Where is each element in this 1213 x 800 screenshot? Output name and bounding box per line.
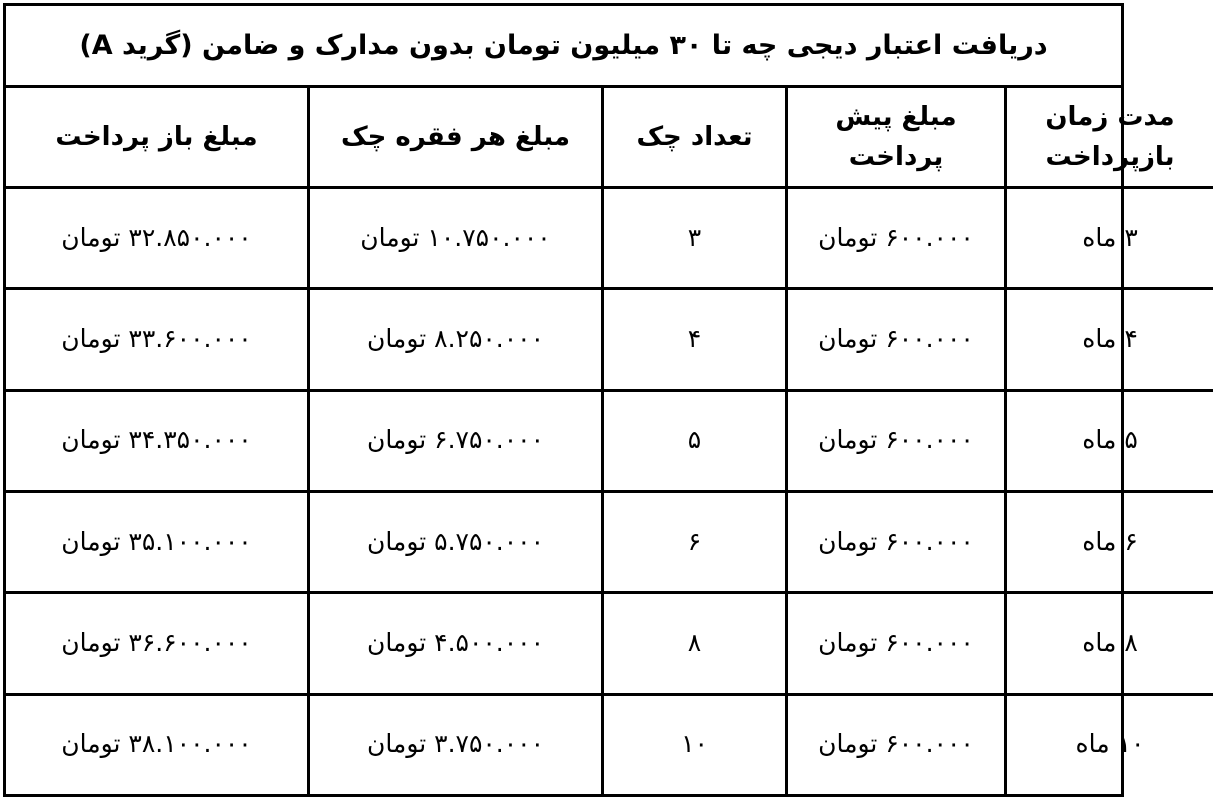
cell-total-repayment: ۳۲.۸۵۰.۰۰۰ تومان [6,188,309,289]
cell-prepayment: ۶۰۰.۰۰۰ تومان [787,694,1006,794]
header-prepayment: مبلغ پیش پرداخت [787,88,1006,188]
cell-prepayment: ۶۰۰.۰۰۰ تومان [787,289,1006,390]
cell-total-repayment: ۳۴.۳۵۰.۰۰۰ تومان [6,390,309,491]
table-header-row [6,88,1213,188]
cell-check-count: ۶ [603,491,787,592]
cell-prepayment: ۶۰۰.۰۰۰ تومان [787,593,1006,694]
cell-check-count: ۴ [603,289,787,390]
installment-table [6,88,1213,794]
cell-duration: ۴ ماه [1006,289,1213,390]
table-title: دریافت اعتبار دیجی چه تا ۳۰ میلیون تومان بدون مدارک و ضامن (گرید A) [6,6,1121,88]
cell-check-amount: ۶.۷۵۰.۰۰۰ تومان [309,390,603,491]
cell-duration: ۱۰ ماه [1006,694,1213,794]
cell-duration: ۳ ماه [1006,188,1213,289]
cell-check-amount: ۴.۵۰۰.۰۰۰ تومان [309,593,603,694]
table-row [6,593,1213,694]
table-row [6,694,1213,794]
cell-duration: ۶ ماه [1006,491,1213,592]
cell-total-repayment: ۳۳.۶۰۰.۰۰۰ تومان [6,289,309,390]
table-row [6,390,1213,491]
cell-check-count: ۸ [603,593,787,694]
cell-duration: ۸ ماه [1006,593,1213,694]
cell-total-repayment: ۳۵.۱۰۰.۰۰۰ تومان [6,491,309,592]
cell-check-count: ۱۰ [603,694,787,794]
header-check-count: تعداد چک [603,88,787,188]
installment-table-card [3,3,1175,797]
cell-check-amount: ۸.۲۵۰.۰۰۰ تومان [309,289,603,390]
cell-prepayment: ۶۰۰.۰۰۰ تومان [787,390,1006,491]
table-row [6,289,1213,390]
header-duration: مدت زمان بازپرداخت [1006,88,1213,188]
cell-total-repayment: ۳۶.۶۰۰.۰۰۰ تومان [6,593,309,694]
cell-prepayment: ۶۰۰.۰۰۰ تومان [787,491,1006,592]
header-total-repayment: مبلغ باز پرداخت [6,88,309,188]
header-check-amount: مبلغ هر فقره چک [309,88,603,188]
table-row [6,491,1213,592]
cell-check-amount: ۳.۷۵۰.۰۰۰ تومان [309,694,603,794]
cell-check-amount: ۱۰.۷۵۰.۰۰۰ تومان [309,188,603,289]
cell-duration: ۵ ماه [1006,390,1213,491]
cell-prepayment: ۶۰۰.۰۰۰ تومان [787,188,1006,289]
cell-check-amount: ۵.۷۵۰.۰۰۰ تومان [309,491,603,592]
cell-check-count: ۵ [603,390,787,491]
cell-total-repayment: ۳۸.۱۰۰.۰۰۰ تومان [6,694,309,794]
table-row [6,188,1213,289]
cell-check-count: ۳ [603,188,787,289]
